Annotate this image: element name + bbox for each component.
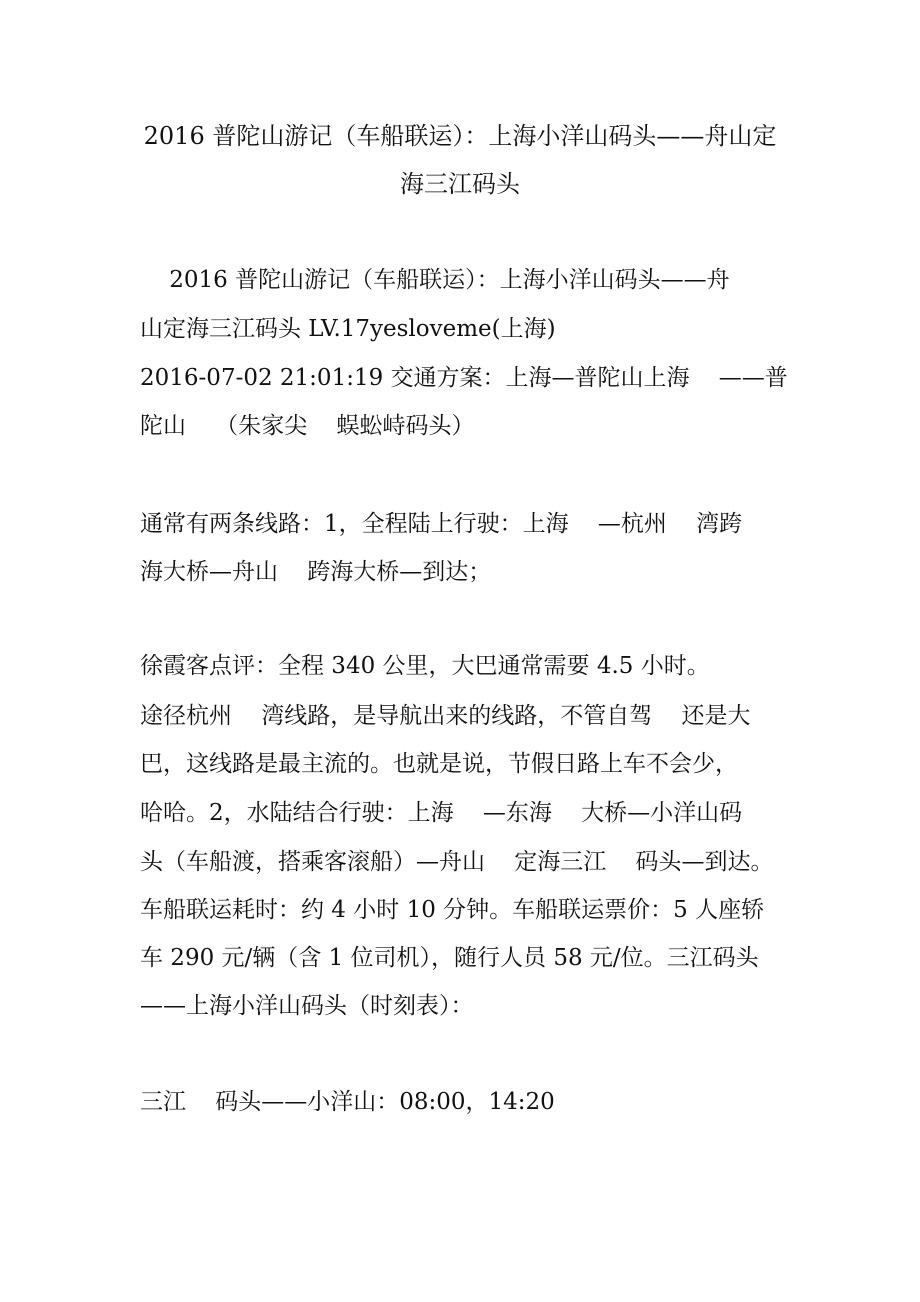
body-line-13: 车 290 元/辆（含 1 位司机），随行人员 58 元/位。三江码头 — [140, 945, 759, 971]
body-line-2: 山定海三江码头 LV.17yesloveme(上海) — [140, 316, 556, 342]
body-line-7: 徐霞客点评：全程 340 公里，大巴通常需要 4.5 小时。 — [140, 653, 710, 679]
body-line-8: 途径杭州 湾线路，是导航出来的线路，不管自驾 还是大 — [140, 703, 751, 729]
body-line-14: ——上海小洋山码头（时刻表）： — [140, 993, 474, 1019]
body-line-1: 2016 普陀山游记（车船联运）：上海小洋山码头——舟 — [140, 267, 730, 293]
body-line-11: 头（车船渡，搭乘客滚船）—舟山 定海三江 码头—到达。 — [140, 849, 774, 875]
body-line-3: 2016-07-02 21:01:19 交通方案：上海—普陀山上海 ——普 — [140, 365, 788, 391]
document-title — [120, 112, 800, 208]
title-line-2: 海三江码头 — [400, 170, 520, 198]
title-line-1: 2016 普陀山游记（车船联运）：上海小洋山码头——舟山定 — [143, 122, 777, 150]
body-line-10: 哈哈。2，水陆结合行驶：上海 —东海 大桥—小洋山码 — [140, 800, 743, 826]
body-line-15: 三江 码头——小洋山：08:00，14:20 — [140, 1089, 555, 1115]
body-line-6: 海大桥—舟山 跨海大桥—到达； — [140, 559, 492, 585]
body-line-12: 车船联运耗时：约 4 小时 10 分钟。车船联运票价：5 人座轿 — [140, 897, 765, 923]
body-line-5: 通常有两条线路：1，全程陆上行驶：上海 —杭州 湾跨 — [140, 511, 743, 537]
body-line-9: 巴，这线路是最主流的。也就是说，节假日路上车不会少， — [140, 751, 738, 777]
body-line-4: 陀山 （朱家尖 蜈蚣峙码头） — [140, 413, 475, 439]
